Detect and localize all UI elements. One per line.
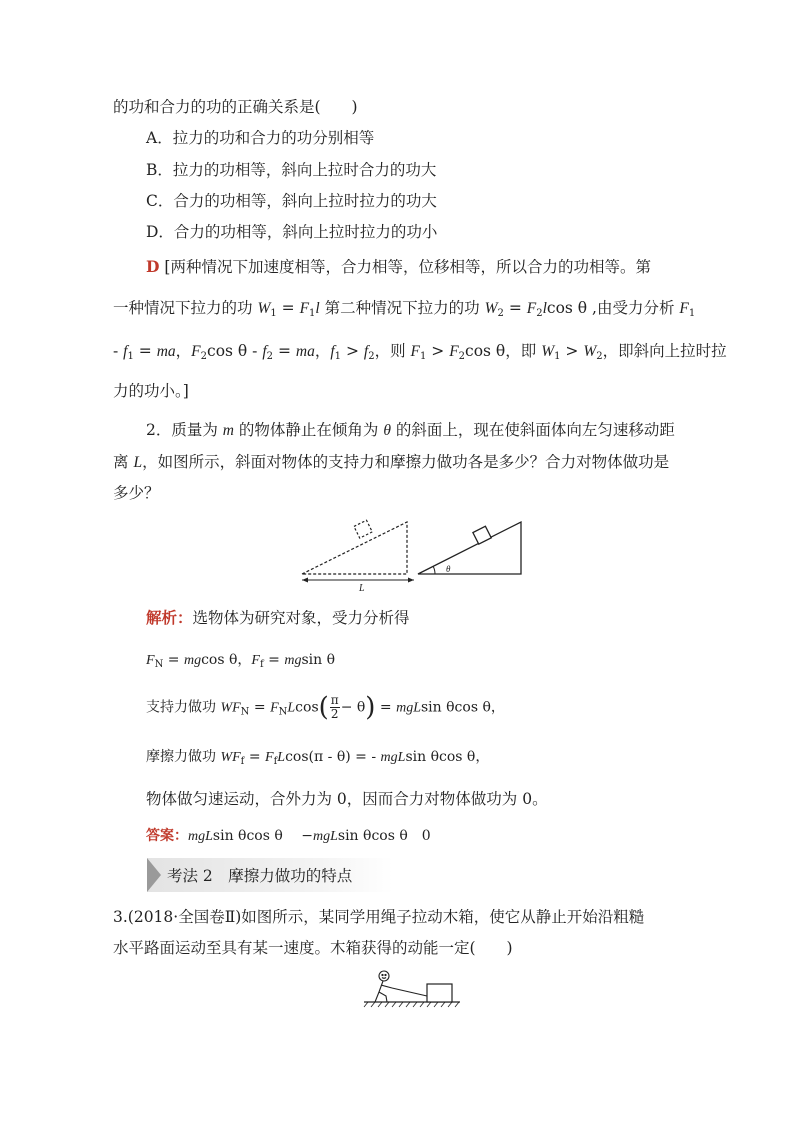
solution-line1: 解析：选物体为研究对象，受力分析得 — [146, 608, 410, 627]
solution-answer: 答案：mgLsin θcos θ −mgLsin θcos θ 0 — [146, 828, 431, 844]
theta-label: θ — [446, 564, 451, 574]
q3-line2: 水平路面运动至具有某一速度。木箱获得的动能一定( ) — [113, 939, 513, 957]
solid-block — [473, 526, 491, 544]
option-b: B．拉力的功相等，斜向上拉时合力的功大 — [146, 161, 437, 179]
q2-line2: 离 L，如图所示，斜面对物体的支持力和摩擦力做功各是多少？合力对物体做功是 — [113, 453, 670, 471]
box — [427, 984, 452, 1002]
solution-friction-work: 摩擦力做功 $WF_f = F_fLcos(\pi - \theta)$ = - mgLsin θcos θ， — [146, 749, 490, 767]
answer1-line3: - $f_1$ = ma，$F_2\cos$ θ - $f_2$ = ma，$f_1 > f_2$，则 $F_1 > F_2\cos$ θ，即 $W_1 > W_2$，即斜向上拉时拉 — [113, 342, 727, 362]
section-banner — [147, 858, 393, 892]
section-label: 考法 2 摩擦力做功的特点 — [167, 867, 353, 885]
rope — [392, 988, 427, 996]
solution-head: 解析： — [146, 608, 193, 627]
q2-line1: 2．质量为 m 的物体静止在倾角为 θ 的斜面上，现在使斜面体向左匀速移动距 — [146, 421, 675, 439]
solution-forces: $F_N = mgcos$ θ，$F_f = mgsin$ θ — [146, 652, 336, 670]
incline-figure — [295, 514, 530, 594]
answer1-line4: 力的功小。] — [113, 382, 189, 400]
answer-head: 答案： — [146, 828, 188, 844]
solution-line5: 物体做匀速运动，合外力为 0，因而合力对物体做功为 0。 — [146, 790, 548, 808]
q3-line1: 3.(2018·全国卷Ⅱ)如图所示，某同学用绳子拉动木箱，使它从静止开始沿粗糙 — [113, 908, 645, 926]
question-intro: 的功和合力的功的正确关系是( ) — [113, 98, 358, 116]
angle-arc — [433, 566, 435, 574]
dashed-incline — [302, 522, 407, 574]
option-d: D．合力的功相等，斜向上拉时拉力的功小 — [146, 223, 438, 241]
solution-normal-work: 支持力做功 $WF_N = F_NLcos$( $\frac{\pi}{2}$ − θ) = mgLsin θcos θ， — [146, 692, 505, 723]
answer1-line2: 一种情况下拉力的功 $W_1 = F_1l$ 第二种情况下拉力的功 $W_2 = F_2lcos$ θ ,由受力分析 $F_1$ — [113, 299, 696, 319]
option-a: A．拉力的功和合力的功分别相等 — [146, 129, 375, 147]
solid-incline — [418, 522, 521, 574]
answer1-line1: D [两种情况下加速度相等，合力相等，位移相等，所以合力的功相等。第 — [146, 257, 651, 276]
option-c: C．合力的功相等，斜向上拉时拉力的功大 — [146, 192, 437, 210]
pulling-box-figure — [362, 966, 462, 1012]
banner-arrow-icon — [147, 858, 161, 892]
dashed-block — [354, 520, 372, 538]
L-label: L — [359, 583, 365, 594]
person-icon — [375, 971, 392, 1002]
answer-letter: D — [146, 257, 160, 276]
q2-line3: 多少？ — [113, 484, 160, 502]
